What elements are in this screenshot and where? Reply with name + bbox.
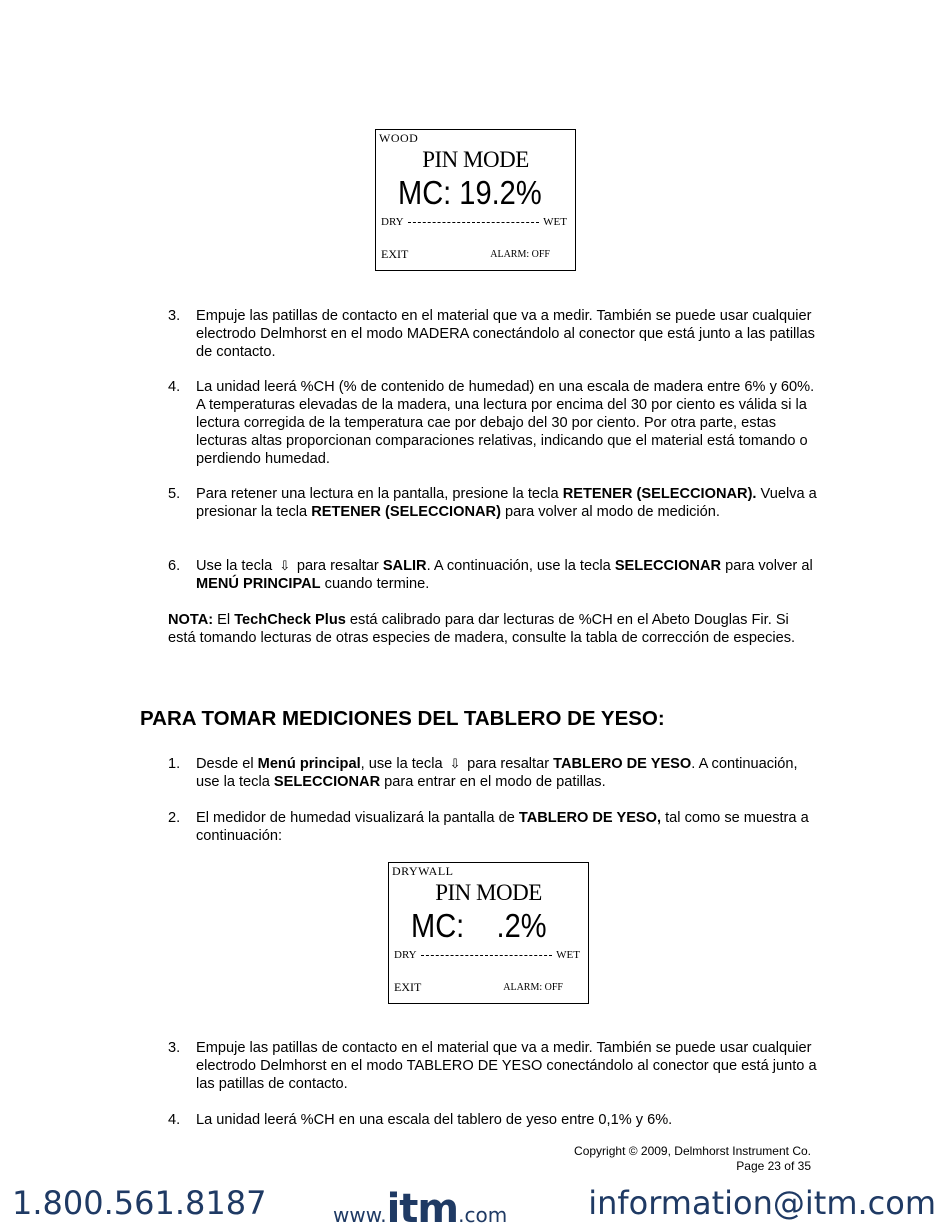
lcd-dry-label: DRY bbox=[394, 949, 417, 961]
item-text: La unidad leerá %CH (% de contenido de humedad) en una escala de madera entre 6% y 60%. A temperaturas elevadas de la madera, una lectura por encima del 30 por ciento es válida si la lectura corregida de la temperatura cae por debajo del 30 por ciento. Por otra parte, estas lecturas altas proporcionan comparaciones relativas, indicando que el material está tomando o perdiendo humedad. bbox=[196, 379, 815, 467]
note-paragraph: NOTA: El TechCheck Plus está calibrado para dar lecturas de %CH en el Abeto Douglas Fir. Si está tomando lecturas de otras especies de madera, consulte la tabla de corrección de especies. bbox=[168, 612, 796, 646]
lcd-material: DRYWALL bbox=[392, 864, 454, 878]
lcd-alarm-label: ALARM: OFF bbox=[490, 249, 550, 260]
lcd-material: WOOD bbox=[379, 131, 419, 145]
item-text: Empuje las patillas de contacto en el material que va a medir. También se puede usar cualquier electrodo Delmhorst en el modo TABLERO DE YESO conectándolo al conector que está junto a las patillas de contacto. bbox=[196, 1040, 817, 1092]
list-item bbox=[168, 1111, 818, 1129]
lcd-reading: MC: .2% bbox=[411, 907, 547, 944]
footer-com: .com bbox=[458, 1203, 508, 1227]
lcd-mode: PIN MODE bbox=[422, 147, 529, 172]
item-text: La unidad leerá %CH en una escala del tablero de yeso entre 0,1% y 6%. bbox=[196, 1112, 673, 1128]
lcd-drywall-screen bbox=[388, 862, 589, 1004]
footer-email: information@itm.com bbox=[588, 1184, 936, 1222]
lcd-wood-screen bbox=[375, 129, 576, 271]
item-number: 4. bbox=[168, 1112, 181, 1128]
item-number: 1. bbox=[168, 756, 181, 772]
list-item bbox=[168, 755, 818, 791]
footer-website bbox=[333, 1184, 507, 1230]
item-text: Empuje las patillas de contacto en el material que va a medir. También se puede usar cualquier electrodo Delmhorst en el modo MADERA conectándolo al conector que está junto a las patillas de contacto. bbox=[196, 308, 815, 360]
item-number: 3. bbox=[168, 1040, 181, 1056]
lcd-exit-label: EXIT bbox=[381, 247, 409, 261]
lcd-scale bbox=[394, 949, 580, 961]
lcd-wet-label: WET bbox=[556, 949, 580, 961]
lcd-alarm-label: ALARM: OFF bbox=[503, 982, 563, 993]
footer-www: www. bbox=[333, 1203, 387, 1227]
list-item bbox=[168, 485, 818, 521]
lcd-reading: MC: 19.2% bbox=[398, 174, 542, 211]
copyright bbox=[574, 1144, 811, 1174]
down-arrow-key-icon: ⇩ bbox=[279, 558, 294, 573]
lcd-scale-bar bbox=[421, 955, 553, 956]
lcd-exit-label: EXIT bbox=[394, 980, 422, 994]
list-item bbox=[168, 809, 818, 845]
lcd-wet-label: WET bbox=[543, 216, 567, 228]
lcd-mode: PIN MODE bbox=[435, 880, 542, 905]
lcd-dry-label: DRY bbox=[381, 216, 404, 228]
item-number: 2. bbox=[168, 810, 181, 826]
down-arrow-key-icon: ⇩ bbox=[449, 756, 465, 771]
lcd-scale bbox=[381, 216, 567, 228]
item-number: 3. bbox=[168, 308, 181, 324]
itm-logo: itm bbox=[386, 1186, 459, 1232]
footer-phone: 1.800.561.8187 bbox=[12, 1184, 267, 1222]
item-text: Use la tecla ⇩ para resaltar SALIR. A continuación, use la tecla SELECCIONAR para volver al MENÚ PRINCIPAL cuando termine. bbox=[196, 558, 813, 592]
item-text: Desde el Menú principal, use la tecla ⇩ para resaltar TABLERO DE YESO. A continuación, use la tecla SELECCIONAR para entrar en el modo de patillas. bbox=[196, 756, 798, 790]
list-item bbox=[168, 307, 818, 361]
section-heading: PARA TOMAR MEDICIONES DEL TABLERO DE YESO: bbox=[140, 707, 665, 730]
item-text: El medidor de humedad visualizará la pantalla de TABLERO DE YESO, tal como se muestra a continuación: bbox=[196, 810, 809, 844]
item-number: 4. bbox=[168, 379, 181, 395]
lcd-scale-bar bbox=[408, 222, 540, 223]
page-number: Page 23 of 35 bbox=[736, 1159, 811, 1173]
list-item bbox=[168, 378, 818, 468]
item-number: 6. bbox=[168, 558, 181, 574]
copyright-line: Copyright © 2009, Delmhorst Instrument Co. bbox=[574, 1144, 811, 1158]
list-item bbox=[168, 557, 818, 593]
item-text: Para retener una lectura en la pantalla, presione la tecla RETENER (SELECCIONAR). Vuelva a presionar la tecla RETENER (SELECCIONAR) para volver al modo de medición. bbox=[196, 486, 817, 520]
item-number: 5. bbox=[168, 486, 181, 502]
list-item bbox=[168, 1039, 818, 1093]
